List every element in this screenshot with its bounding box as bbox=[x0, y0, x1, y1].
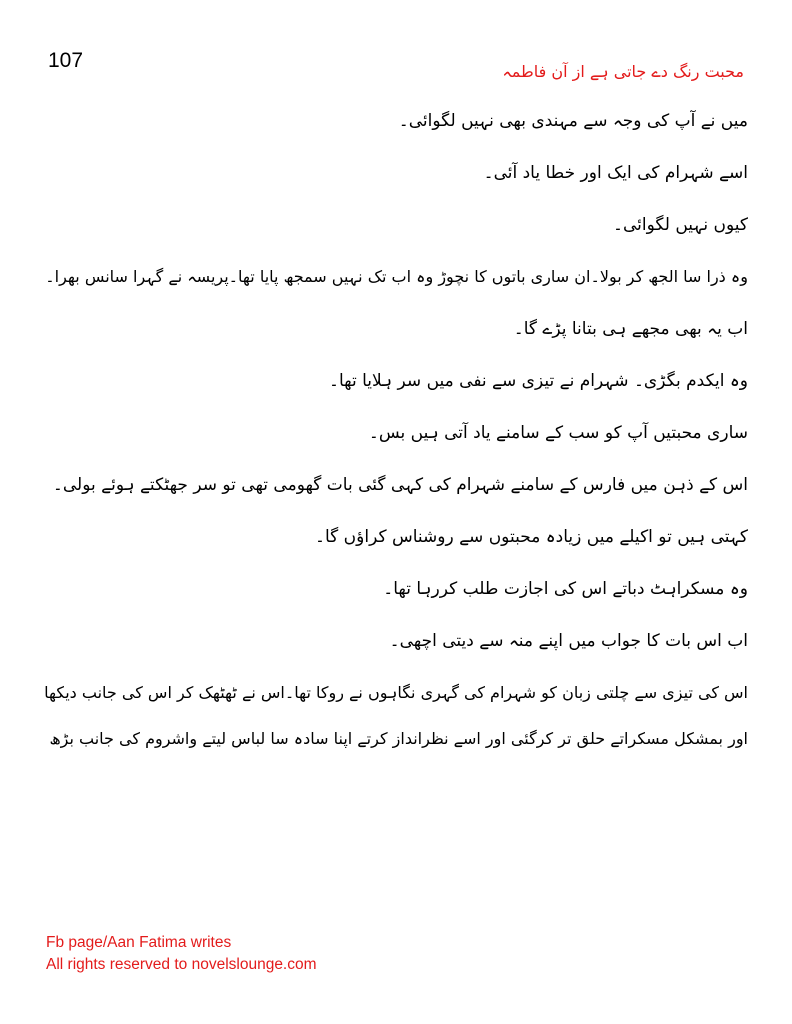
paragraph: اسے شہرام کی ایک اور خطا یاد آئی۔ bbox=[483, 163, 748, 183]
paragraph: وہ ایکدم بگڑی۔ شہرام نے تیزی سے نفی میں سر ہلایا تھا۔ bbox=[329, 371, 748, 391]
paragraph: ساری محبتیں آپ کو سب کے سامنے یاد آتی ہیں بس۔ bbox=[368, 423, 748, 443]
footer-rights-notice: All rights reserved to novelslounge.com bbox=[46, 956, 317, 973]
body-text bbox=[44, 108, 748, 778]
paragraph: وہ مسکراہٹ دباتے اس کی اجازت طلب کررہا تھا۔ bbox=[383, 579, 748, 599]
paragraph: اب اس بات کا جواب میں اپنے منہ سے دیتی اچھی۔ bbox=[389, 631, 748, 651]
paragraph: اور بمشکل مسکراتے حلق تر کرگئی اور اسے نظرانداز کرتے اپنا سادہ سا لباس لیتے واشروم کی جانب بڑھ bbox=[49, 729, 748, 748]
novel-header-title: محبت رنگ دے جاتی ہے از آن فاطمہ bbox=[502, 62, 744, 81]
footer-fb-page: Fb page/Aan Fatima writes bbox=[46, 934, 232, 951]
footer-credits bbox=[46, 932, 317, 976]
paragraph: اب یہ بھی مجھے ہی بتانا پڑے گا۔ bbox=[513, 319, 748, 339]
paragraph: کیوں نہیں لگوائی۔ bbox=[613, 215, 748, 235]
paragraph: اس کی تیزی سے چلتی زبان کو شہرام کی گہری نگاہوں نے روکا تھا۔اس نے ٹھٹھک کر اس کی جانب دیکھا bbox=[44, 683, 748, 702]
page-number: 107 bbox=[48, 49, 84, 72]
paragraph: میں نے آپ کی وجہ سے مہندی بھی نہیں لگوائی۔ bbox=[398, 111, 748, 131]
paragraph: اس کے ذہن میں فارس کے سامنے شہرام کی کہی گئی بات گھومی تھی تو سر جھٹکتے ہوئے بولی۔ bbox=[52, 475, 748, 495]
paragraph: وہ ذرا سا الجھ کر بولا۔ان ساری باتوں کا نچوڑ وہ اب تک نہیں سمجھ پایا تھا۔پریسہ نے گہرا سانس بھرا۔ bbox=[45, 267, 748, 286]
paragraph: کہتی ہیں تو اکیلے میں زیادہ محبتوں سے روشناس کراؤں گا۔ bbox=[315, 527, 748, 547]
